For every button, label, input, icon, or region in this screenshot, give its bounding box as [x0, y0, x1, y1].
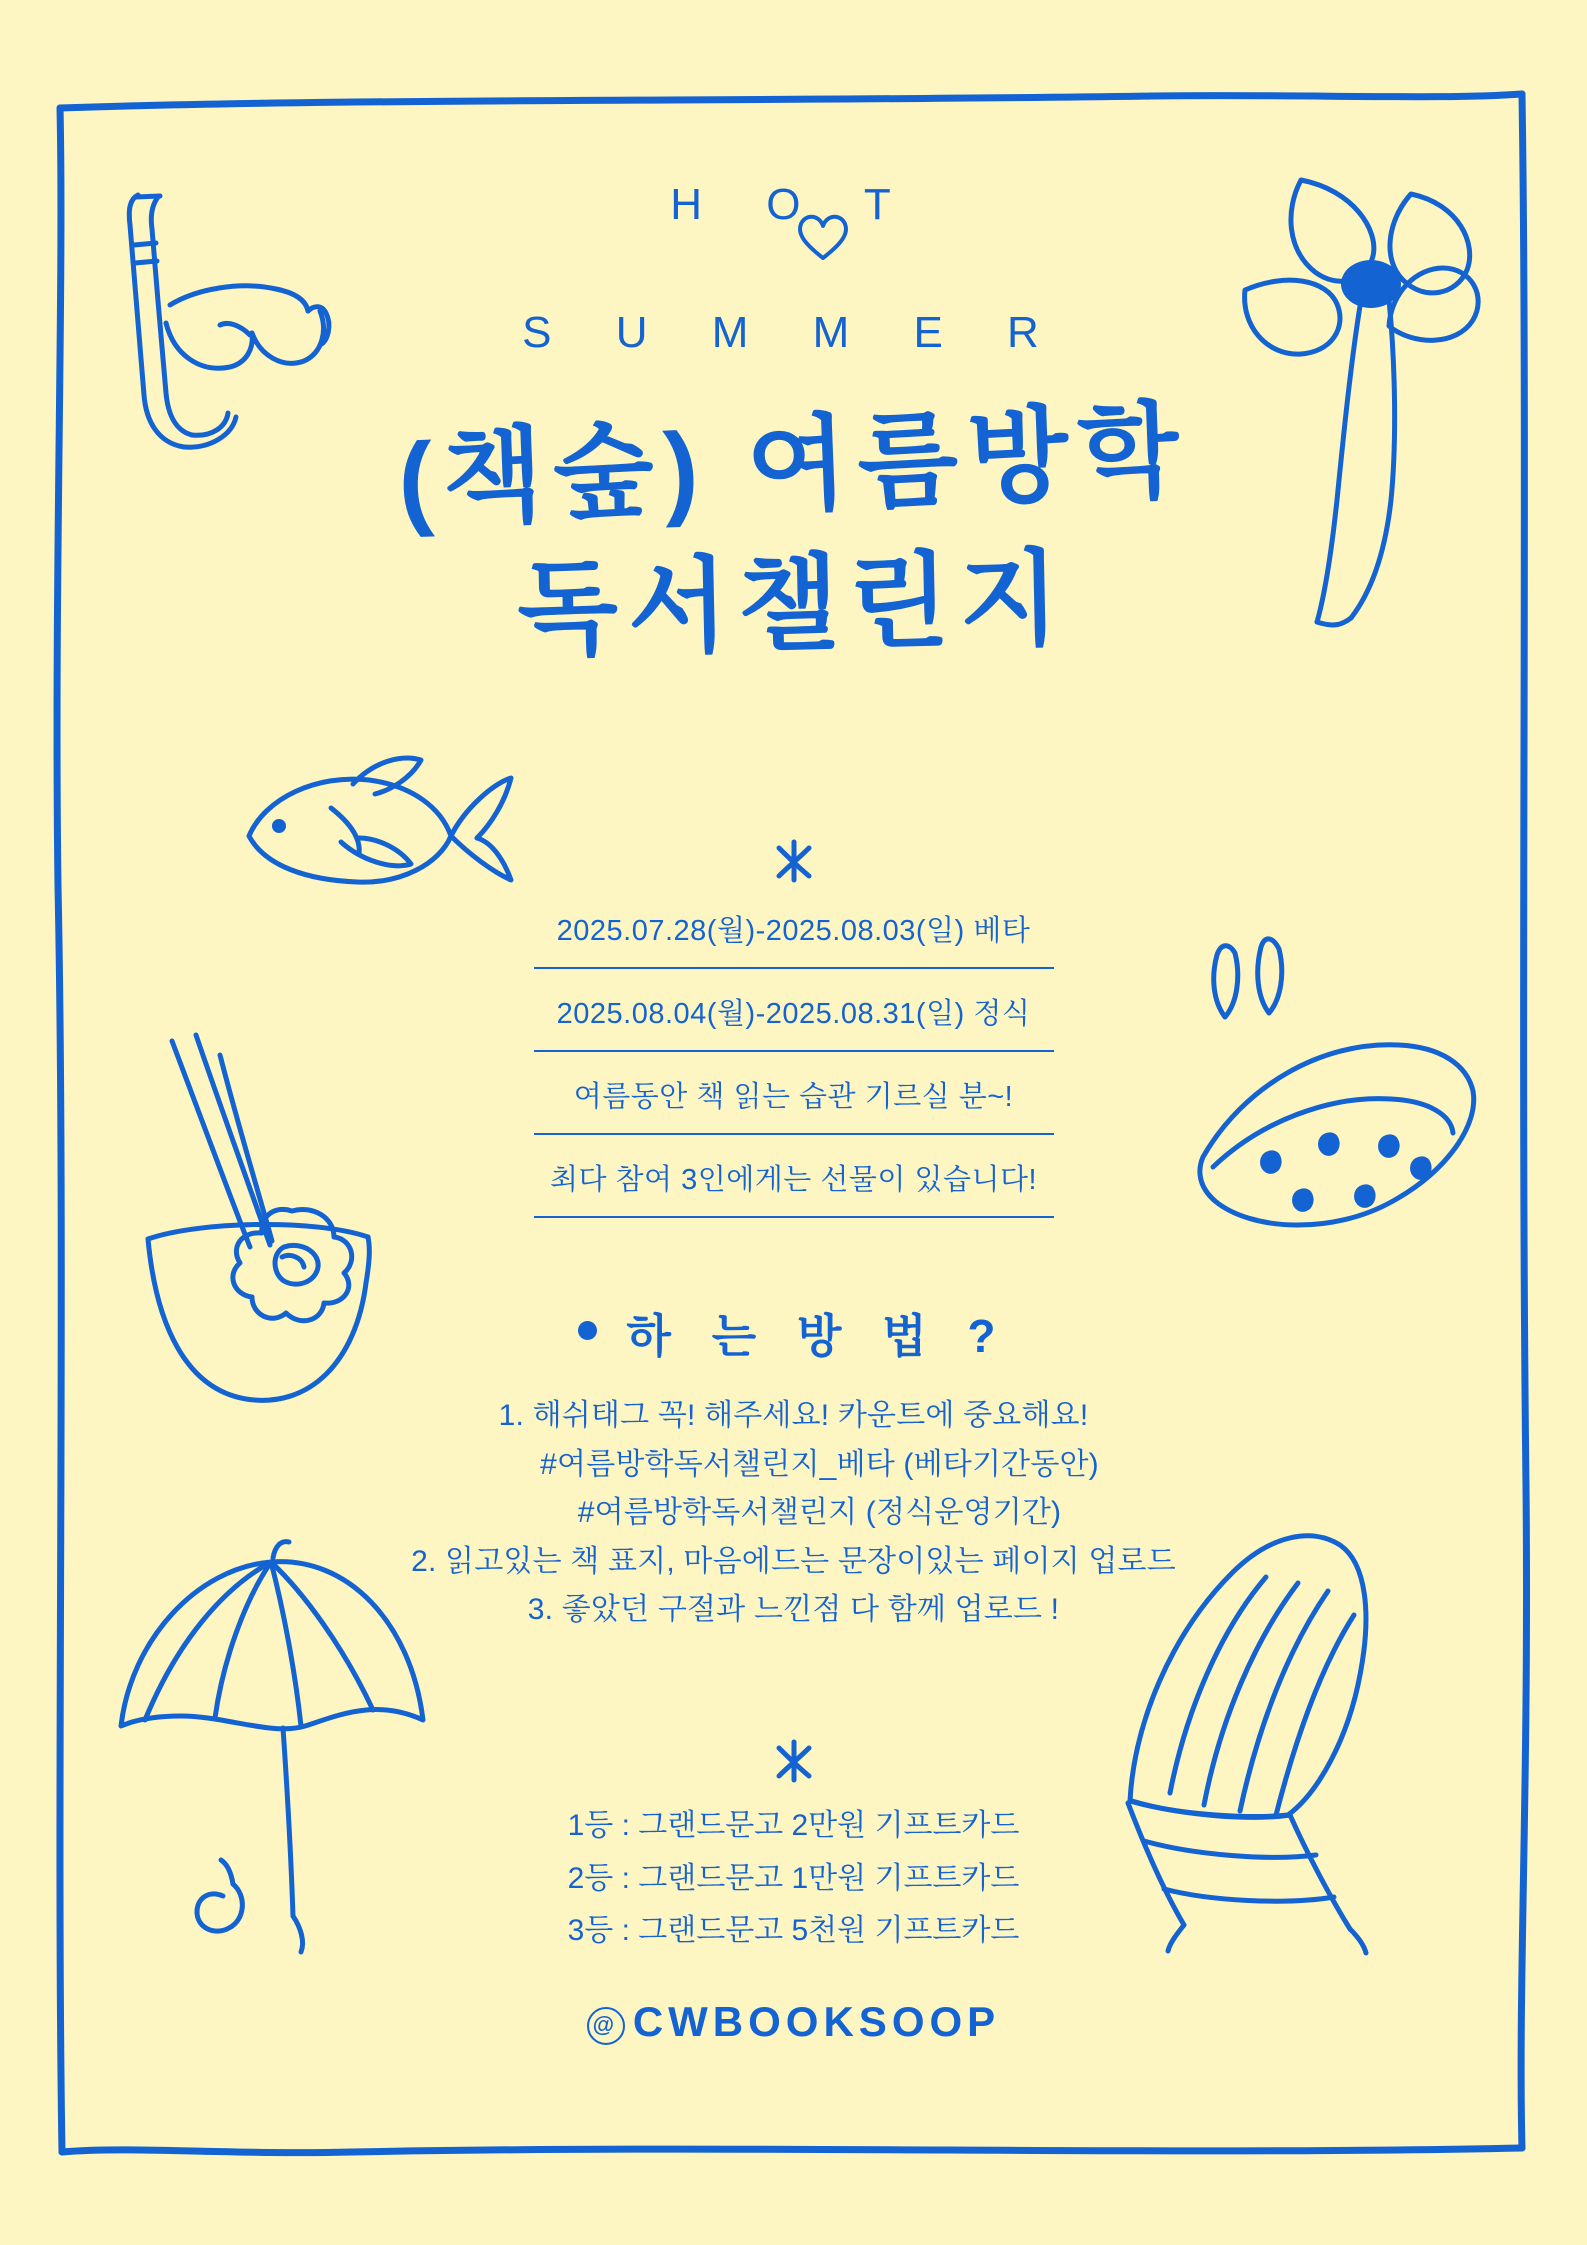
title-line-1: (책숲) 여름방학 [396, 392, 1191, 540]
header-lettering [0, 180, 1587, 358]
social-handle[interactable] [0, 1998, 1587, 2046]
bullet-dot-icon [578, 1321, 597, 1340]
howto-steps [0, 1392, 1587, 1635]
info-block [0, 908, 1587, 1240]
howto-step: 1. 해쉬태그 꼭! 해주세요! 카운트에 중요해요! [498, 1399, 1089, 1432]
social-handle-text: CWBOOKSOOP [632, 1998, 1001, 2045]
howto-step: 3. 좋았던 구절과 느낀점 다 함께 업로드 ! [527, 1593, 1060, 1627]
header-line-2: S U M M E R [522, 308, 1065, 357]
star-asterisk-icon [0, 1738, 1587, 1795]
prize-item: 2등 : 그랜드문고 1만원 기프트카드 [567, 1861, 1020, 1895]
howto-step: 2. 읽고있는 책 표지, 마음에드는 문장이있는 페이지 업로드 [411, 1544, 1176, 1578]
info-row: 최다 참여 3인에게는 선물이 있습니다! [534, 1157, 1054, 1218]
at-sign-icon: @ [587, 2007, 625, 2045]
prize-item: 1등 : 그랜드문고 2만원 기프트카드 [567, 1809, 1020, 1842]
howto-step: #여름방학독서챌린지_베타 (베타기간동안) [540, 1447, 1099, 1481]
howto-heading-text: 하 는 방 법 ? [626, 1310, 1010, 1362]
heart-icon [795, 212, 851, 274]
howto-step: #여름방학독서챌린지 (정식운영기간) [577, 1496, 1062, 1530]
star-asterisk-icon [0, 838, 1587, 895]
prize-list [0, 1800, 1587, 1958]
title-line-2: 독서챌린지 [516, 541, 1071, 669]
page-title [0, 392, 1587, 672]
prize-item: 3등 : 그랜드문고 5천원 기프트카드 [567, 1914, 1020, 1947]
header-line-1: H O T [670, 180, 917, 229]
info-row: 2025.07.28(월)-2025.08.03(일) 베타 [534, 908, 1054, 969]
howto-heading [0, 1300, 1587, 1366]
info-row: 여름동안 책 읽는 습관 기르실 분~! [534, 1074, 1054, 1135]
info-row: 2025.08.04(월)-2025.08.31(일) 정식 [534, 991, 1054, 1052]
